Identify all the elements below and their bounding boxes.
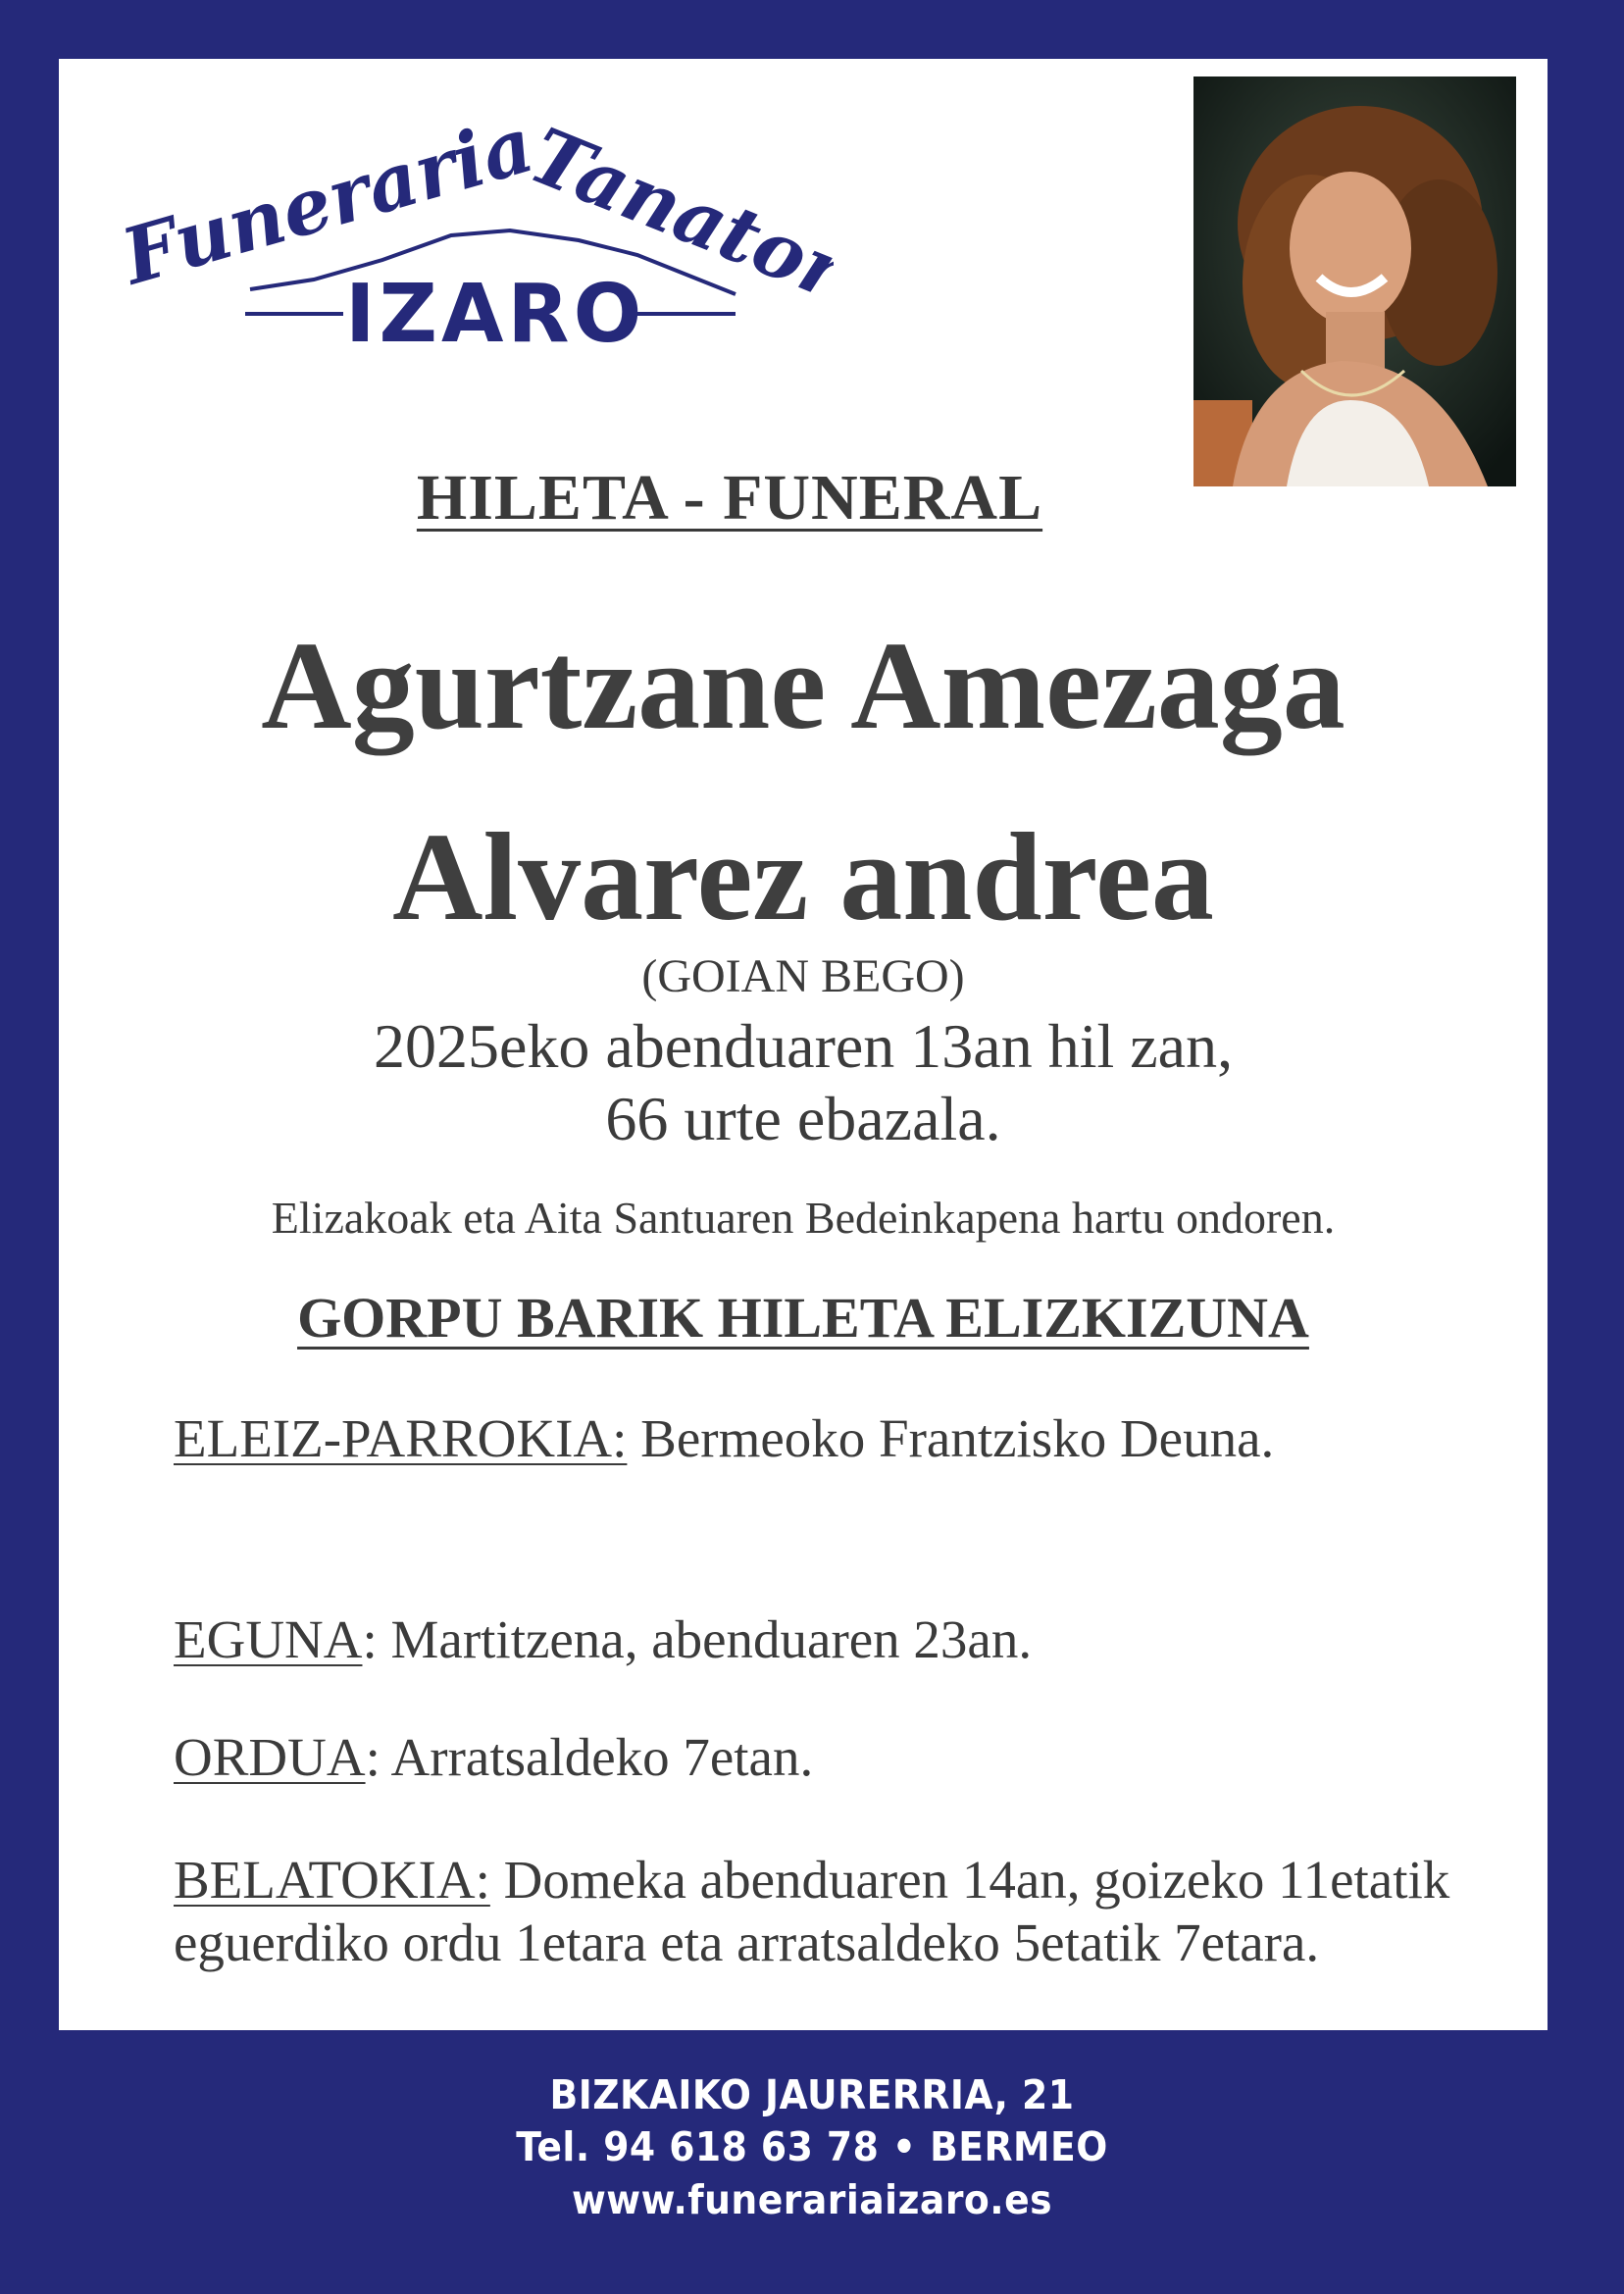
portrait-photo xyxy=(1193,76,1516,486)
time-label: ORDUA xyxy=(174,1727,366,1787)
service-title: GORPU BARIK HILETA ELIZKIZUNA xyxy=(297,1286,1309,1350)
day-value: : Martitzena, abenduaren 23an. xyxy=(362,1609,1033,1669)
death-date: 2025eko abenduaren 13an hil zan, xyxy=(373,1011,1234,1081)
age-at-death: 66 urte ebazala. xyxy=(605,1083,1001,1153)
detail-church xyxy=(174,1407,1478,1470)
day-label: EGUNA xyxy=(174,1609,363,1669)
wake-value: Domeka abenduaren 14an, goizeko 11etatik eguerdiko ordu 1etara eta arratsaldeko 5etatik 7etara. xyxy=(174,1850,1450,1973)
detail-time xyxy=(174,1726,1478,1789)
nickname: (GOIAN BEGO) xyxy=(641,950,965,1002)
death-info xyxy=(59,1010,1548,1154)
footer-address: BIZKAIKO JAURERRIA, 21 xyxy=(549,2071,1075,2118)
sacraments-line: Elizakoak eta Aita Santuaren Bedeinkapena hartu ondoren. xyxy=(271,1193,1336,1243)
logo-line2: Tanatorio xyxy=(517,111,834,348)
church-value: Bermeoko Frantzisko Deuna. xyxy=(627,1408,1275,1468)
funeraria-izaro-logo xyxy=(88,78,834,402)
detail-day xyxy=(174,1608,1478,1671)
deceased-name-line1: Agurtzane Amezaga xyxy=(261,616,1345,755)
notice-heading: HILETA - FUNERAL xyxy=(416,462,1043,534)
footer-website[interactable]: www.funerariaizaro.es xyxy=(571,2175,1053,2223)
footer-phone: Tel. 94 618 63 78 • BERMEO xyxy=(516,2123,1108,2171)
footer-contact xyxy=(0,2069,1624,2226)
deceased-name-line2: Alvarez andrea xyxy=(392,807,1214,946)
church-label: ELEIZ-PARROKIA: xyxy=(174,1408,628,1468)
detail-wake xyxy=(174,1849,1478,1975)
logo-line1: Funeraria xyxy=(113,100,543,303)
wake-label: BELATOKIA: xyxy=(174,1850,490,1910)
notice-sheet xyxy=(59,59,1548,2030)
logo-brand: IZARO xyxy=(345,268,646,361)
time-value: : Arratsaldeko 7etan. xyxy=(365,1727,814,1787)
